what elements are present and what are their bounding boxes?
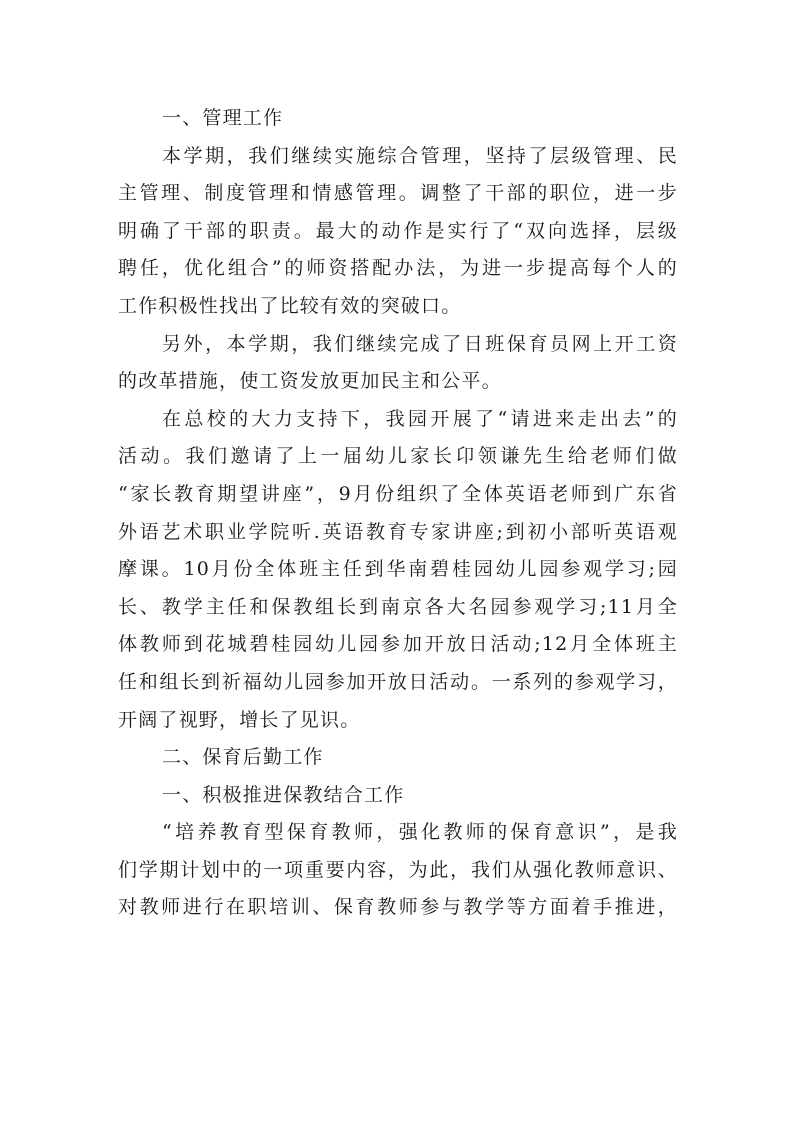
- paragraph-line: “家长教育期望讲座”，9月份组织了全体英语老师到广东省: [118, 482, 678, 505]
- paragraph-first-line: 一、积极推进保教结合工作: [162, 783, 405, 806]
- paragraph-line: 体教师到花城碧桂园幼儿园参加开放日活动;12月全体班主: [118, 633, 678, 656]
- paragraph-first-line: 另外，本学期，我们继续完成了日班保育员网上开工资: [162, 332, 678, 355]
- paragraph-line: 工作积极性找出了比较有效的突破口。: [118, 294, 462, 317]
- paragraph-line: 外语艺术职业学院听.英语教育专家讲座;到初小部听英语观: [118, 520, 678, 543]
- paragraph-line: 主管理、制度管理和情感管理。调整了干部的职位，进一步: [118, 182, 678, 205]
- paragraph-line: 长、教学主任和保教组长到南京各大名园参观学习;11月全: [118, 595, 678, 618]
- paragraph-line: 活动。我们邀请了上一届幼儿家长卬领谦先生给老师们做: [118, 445, 678, 468]
- paragraph-first-line: “培养教育型保育教师，强化教师的保育意识”，是我: [162, 821, 678, 844]
- paragraph-line: 摩课。10月份全体班主任到华南碧桂园幼儿园参观学习;园: [118, 558, 678, 581]
- paragraph-first-line: 本学期，我们继续实施综合管理，坚持了层级管理、民: [162, 144, 678, 167]
- paragraph-line: 的改革措施，使工资发放更加民主和公平。: [118, 370, 502, 393]
- paragraph-line: 任和组长到祈福幼儿园参加开放日活动。一系列的参观学习，: [118, 670, 678, 693]
- paragraph-line: 对教师进行在职培训、保育教师参与教学等方面着手推进，: [118, 896, 678, 919]
- paragraph-first-line: 一、管理工作: [162, 107, 284, 129]
- document-body: [118, 100, 678, 927]
- paragraph-line: 聘任，优化组合”的师资搭配办法，为进一步提高每个人的: [118, 257, 678, 280]
- paragraph-first-line: 在总校的大力支持下，我园开展了“请进来走出去”的: [162, 407, 678, 430]
- paragraph-first-line: 二、保育后勤工作: [162, 746, 324, 769]
- paragraph-line: 们学期计划中的一项重要内容，为此，我们从强化教师意识、: [118, 858, 678, 881]
- paragraph-line: 开阔了视野，增长了见识。: [118, 708, 361, 731]
- paragraph-line: 明确了干部的职责。最大的动作是实行了“双向选择，层级: [118, 219, 678, 242]
